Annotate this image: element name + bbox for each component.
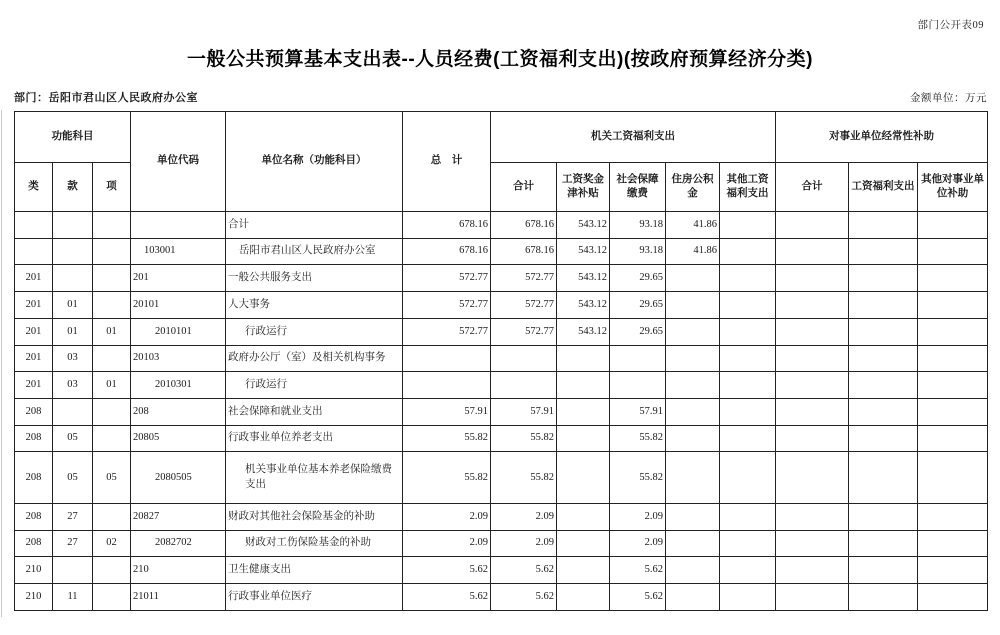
cell-other-org-wage: [720, 345, 776, 372]
cell-item: 02: [93, 530, 131, 557]
cell-housing-fund: [666, 398, 720, 425]
cell-item: [93, 504, 131, 531]
cell-item: [93, 398, 131, 425]
table-row: [15, 372, 988, 399]
amount-unit-label: 金额单位：万元: [910, 93, 987, 104]
cell-social-insurance: [610, 345, 666, 372]
cell-other-org-wage: [720, 238, 776, 265]
cell-org-subtotal: 2.09: [491, 504, 557, 531]
cell-inst-subtotal: [776, 212, 849, 239]
cell-section: 27: [53, 504, 93, 531]
cell-other-inst-subsidy: [918, 292, 988, 319]
header-org-wage-welfare-group: 机关工资福利支出: [491, 112, 776, 163]
cell-unit-name: 机关事业单位基本养老保险缴费支出: [226, 452, 403, 504]
cell-item: [93, 425, 131, 452]
header-class: 类: [15, 163, 53, 212]
header-grand-total: 总 计: [403, 112, 491, 212]
cell-total: 678.16: [403, 238, 491, 265]
cell-housing-fund: [666, 318, 720, 345]
cell-wage-bonus-allowance: 543.12: [557, 318, 610, 345]
cell-unit-code: 2082702: [131, 530, 226, 557]
table-row: [15, 292, 988, 319]
cell-total: 572.77: [403, 292, 491, 319]
cell-unit-name: 财政对其他社会保险基金的补助: [226, 504, 403, 531]
table-header: [15, 112, 988, 212]
cell-item: [93, 212, 131, 239]
cell-unit-code: 20805: [131, 425, 226, 452]
cell-inst-wage-welfare: [849, 212, 918, 239]
cell-item: [93, 292, 131, 319]
header-inst-subtotal: 合计: [776, 163, 849, 212]
cell-social-insurance: 93.18: [610, 212, 666, 239]
cell-unit-name: 人大事务: [226, 292, 403, 319]
cell-class: 210: [15, 584, 53, 611]
cell-item: [93, 265, 131, 292]
cell-section: [53, 398, 93, 425]
cell-other-inst-subsidy: [918, 238, 988, 265]
cell-wage-bonus-allowance: [557, 372, 610, 399]
cell-total: [403, 372, 491, 399]
cell-total: 5.62: [403, 584, 491, 611]
cell-section: 05: [53, 425, 93, 452]
cell-wage-bonus-allowance: [557, 452, 610, 504]
cell-class: 201: [15, 372, 53, 399]
cell-other-org-wage: [720, 425, 776, 452]
cell-inst-subtotal: [776, 345, 849, 372]
cell-org-subtotal: 55.82: [491, 425, 557, 452]
cell-org-subtotal: 572.77: [491, 265, 557, 292]
cell-item: 01: [93, 318, 131, 345]
cell-other-inst-subsidy: [918, 452, 988, 504]
header-inst-wage-welfare: 工资福利支出: [849, 163, 918, 212]
cell-unit-code: 20103: [131, 345, 226, 372]
cell-wage-bonus-allowance: [557, 584, 610, 611]
table-row: [15, 584, 988, 611]
table-row: [15, 265, 988, 292]
cell-section: 11: [53, 584, 93, 611]
table-row: [15, 212, 988, 239]
cell-other-org-wage: [720, 372, 776, 399]
cell-unit-name: 行政事业单位医疗: [226, 584, 403, 611]
cell-class: 208: [15, 425, 53, 452]
header-section: 款: [53, 163, 93, 212]
cell-wage-bonus-allowance: [557, 504, 610, 531]
cell-other-inst-subsidy: [918, 318, 988, 345]
header-org-subtotal: 合计: [491, 163, 557, 212]
cell-other-inst-subsidy: [918, 425, 988, 452]
cell-inst-subtotal: [776, 398, 849, 425]
cell-section: [53, 212, 93, 239]
header-item: 项: [93, 163, 131, 212]
header-institution-subsidy-group: 对事业单位经常性补助: [776, 112, 988, 163]
cell-unit-code: 2010301: [131, 372, 226, 399]
cell-social-insurance: 5.62: [610, 557, 666, 584]
doc-ref-label: 部门公开表09: [917, 20, 984, 31]
page-edge-line: [1, 110, 2, 617]
cell-class: 201: [15, 318, 53, 345]
cell-other-org-wage: [720, 318, 776, 345]
cell-unit-code: 2080505: [131, 452, 226, 504]
table-row: [15, 345, 988, 372]
cell-housing-fund: [666, 557, 720, 584]
cell-housing-fund: [666, 425, 720, 452]
cell-inst-wage-welfare: [849, 318, 918, 345]
header-other-org-wage: 其他工资福利支出: [720, 163, 776, 212]
cell-class: 201: [15, 265, 53, 292]
cell-wage-bonus-allowance: [557, 557, 610, 584]
cell-item: [93, 238, 131, 265]
table-row: [15, 238, 988, 265]
cell-item: [93, 345, 131, 372]
cell-inst-subtotal: [776, 504, 849, 531]
cell-other-inst-subsidy: [918, 265, 988, 292]
header-group-row: [15, 112, 988, 163]
cell-section: 01: [53, 318, 93, 345]
cell-class: 201: [15, 345, 53, 372]
cell-inst-wage-welfare: [849, 452, 918, 504]
cell-inst-subtotal: [776, 372, 849, 399]
cell-housing-fund: 41.86: [666, 212, 720, 239]
cell-other-inst-subsidy: [918, 584, 988, 611]
cell-social-insurance: 29.65: [610, 318, 666, 345]
cell-other-org-wage: [720, 265, 776, 292]
cell-section: [53, 265, 93, 292]
cell-inst-wage-welfare: [849, 265, 918, 292]
cell-unit-name: 政府办公厅（室）及相关机构事务: [226, 345, 403, 372]
cell-inst-wage-welfare: [849, 372, 918, 399]
cell-other-inst-subsidy: [918, 345, 988, 372]
cell-item: 05: [93, 452, 131, 504]
header-wage-bonus-allowance: 工资奖金津补贴: [557, 163, 610, 212]
cell-housing-fund: [666, 345, 720, 372]
cell-wage-bonus-allowance: [557, 530, 610, 557]
department-label: 部门：岳阳市君山区人民政府办公室: [14, 92, 198, 104]
cell-section: 05: [53, 452, 93, 504]
cell-inst-subtotal: [776, 557, 849, 584]
meta-row: [14, 89, 987, 105]
cell-org-subtotal: 5.62: [491, 584, 557, 611]
cell-social-insurance: [610, 372, 666, 399]
cell-total: 57.91: [403, 398, 491, 425]
cell-unit-name: 行政运行: [226, 372, 403, 399]
table-row: [15, 557, 988, 584]
cell-class: 210: [15, 557, 53, 584]
cell-unit-name: 社会保障和就业支出: [226, 398, 403, 425]
cell-inst-wage-welfare: [849, 345, 918, 372]
cell-other-org-wage: [720, 530, 776, 557]
cell-social-insurance: 93.18: [610, 238, 666, 265]
cell-section: 03: [53, 345, 93, 372]
cell-inst-subtotal: [776, 452, 849, 504]
cell-other-org-wage: [720, 452, 776, 504]
cell-housing-fund: [666, 292, 720, 319]
cell-housing-fund: [666, 372, 720, 399]
cell-inst-wage-welfare: [849, 530, 918, 557]
cell-total: 2.09: [403, 530, 491, 557]
header-other-inst-subsidy: 其他对事业单位补助: [918, 163, 988, 212]
cell-total: 2.09: [403, 504, 491, 531]
cell-org-subtotal: 2.09: [491, 530, 557, 557]
cell-section: [53, 557, 93, 584]
cell-other-inst-subsidy: [918, 372, 988, 399]
cell-total: 572.77: [403, 318, 491, 345]
cell-unit-code: [131, 212, 226, 239]
cell-inst-subtotal: [776, 238, 849, 265]
cell-class: 208: [15, 398, 53, 425]
cell-unit-name: 行政运行: [226, 318, 403, 345]
cell-unit-name: 一般公共服务支出: [226, 265, 403, 292]
table-row: [15, 425, 988, 452]
cell-unit-name: 财政对工伤保险基金的补助: [226, 530, 403, 557]
table-row: [15, 398, 988, 425]
cell-other-inst-subsidy: [918, 212, 988, 239]
cell-other-inst-subsidy: [918, 504, 988, 531]
cell-inst-wage-welfare: [849, 584, 918, 611]
cell-social-insurance: 29.65: [610, 292, 666, 319]
header-functional-subject: 功能科目: [15, 112, 131, 163]
cell-inst-subtotal: [776, 530, 849, 557]
cell-unit-code: 103001: [131, 238, 226, 265]
cell-social-insurance: 55.82: [610, 452, 666, 504]
cell-class: 201: [15, 292, 53, 319]
cell-org-subtotal: [491, 345, 557, 372]
cell-housing-fund: [666, 584, 720, 611]
cell-total: [403, 345, 491, 372]
header-unit-code: 单位代码: [131, 112, 226, 212]
cell-inst-subtotal: [776, 265, 849, 292]
cell-social-insurance: 2.09: [610, 530, 666, 557]
cell-unit-name: 岳阳市君山区人民政府办公室: [226, 238, 403, 265]
cell-inst-subtotal: [776, 584, 849, 611]
cell-unit-name: 合计: [226, 212, 403, 239]
cell-inst-wage-welfare: [849, 238, 918, 265]
cell-unit-code: 201: [131, 265, 226, 292]
cell-class: 208: [15, 504, 53, 531]
table-row: [15, 530, 988, 557]
cell-org-subtotal: 678.16: [491, 238, 557, 265]
cell-other-inst-subsidy: [918, 530, 988, 557]
cell-housing-fund: [666, 452, 720, 504]
cell-inst-wage-welfare: [849, 425, 918, 452]
cell-wage-bonus-allowance: 543.12: [557, 292, 610, 319]
cell-unit-code: 210: [131, 557, 226, 584]
cell-section: 03: [53, 372, 93, 399]
cell-class: 208: [15, 452, 53, 504]
cell-org-subtotal: 57.91: [491, 398, 557, 425]
cell-item: 01: [93, 372, 131, 399]
cell-inst-subtotal: [776, 425, 849, 452]
cell-org-subtotal: [491, 372, 557, 399]
header-social-insurance: 社会保障缴费: [610, 163, 666, 212]
cell-social-insurance: 5.62: [610, 584, 666, 611]
cell-section: [53, 238, 93, 265]
cell-social-insurance: 57.91: [610, 398, 666, 425]
header-housing-fund: 住房公积金: [666, 163, 720, 212]
cell-item: [93, 557, 131, 584]
cell-unit-name: 卫生健康支出: [226, 557, 403, 584]
cell-wage-bonus-allowance: 543.12: [557, 238, 610, 265]
cell-other-org-wage: [720, 557, 776, 584]
cell-class: [15, 238, 53, 265]
cell-other-org-wage: [720, 292, 776, 319]
cell-housing-fund: 41.86: [666, 238, 720, 265]
cell-unit-code: 20101: [131, 292, 226, 319]
cell-org-subtotal: 678.16: [491, 212, 557, 239]
cell-inst-wage-welfare: [849, 398, 918, 425]
cell-social-insurance: 55.82: [610, 425, 666, 452]
table-row: [15, 504, 988, 531]
table-row: [15, 318, 988, 345]
cell-org-subtotal: 55.82: [491, 452, 557, 504]
cell-item: [93, 584, 131, 611]
cell-wage-bonus-allowance: [557, 398, 610, 425]
cell-total: 678.16: [403, 212, 491, 239]
cell-other-inst-subsidy: [918, 398, 988, 425]
cell-housing-fund: [666, 265, 720, 292]
cell-inst-wage-welfare: [849, 292, 918, 319]
cell-wage-bonus-allowance: [557, 425, 610, 452]
cell-unit-code: 20827: [131, 504, 226, 531]
cell-other-org-wage: [720, 504, 776, 531]
cell-other-org-wage: [720, 212, 776, 239]
cell-other-org-wage: [720, 584, 776, 611]
cell-social-insurance: 29.65: [610, 265, 666, 292]
cell-unit-code: 21011: [131, 584, 226, 611]
cell-org-subtotal: 572.77: [491, 318, 557, 345]
cell-inst-subtotal: [776, 292, 849, 319]
cell-housing-fund: [666, 504, 720, 531]
cell-total: 5.62: [403, 557, 491, 584]
cell-total: 572.77: [403, 265, 491, 292]
cell-inst-subtotal: [776, 318, 849, 345]
table-row: [15, 452, 988, 504]
table-body: [15, 212, 988, 611]
cell-class: 208: [15, 530, 53, 557]
cell-section: 01: [53, 292, 93, 319]
header-unit-name: 单位名称（功能科目）: [226, 112, 403, 212]
cell-unit-code: 2010101: [131, 318, 226, 345]
cell-unit-name: 行政事业单位养老支出: [226, 425, 403, 452]
cell-wage-bonus-allowance: 543.12: [557, 265, 610, 292]
cell-wage-bonus-allowance: [557, 345, 610, 372]
cell-org-subtotal: 572.77: [491, 292, 557, 319]
cell-social-insurance: 2.09: [610, 504, 666, 531]
cell-wage-bonus-allowance: 543.12: [557, 212, 610, 239]
cell-unit-code: 208: [131, 398, 226, 425]
cell-section: 27: [53, 530, 93, 557]
page-title: 一般公共预算基本支出表--人员经费(工资福利支出)(按政府预算经济分类): [187, 49, 813, 70]
cell-inst-wage-welfare: [849, 504, 918, 531]
cell-other-inst-subsidy: [918, 557, 988, 584]
cell-org-subtotal: 5.62: [491, 557, 557, 584]
cell-total: 55.82: [403, 452, 491, 504]
cell-total: 55.82: [403, 425, 491, 452]
budget-table: [14, 111, 988, 611]
cell-class: [15, 212, 53, 239]
cell-inst-wage-welfare: [849, 557, 918, 584]
cell-housing-fund: [666, 530, 720, 557]
cell-other-org-wage: [720, 398, 776, 425]
